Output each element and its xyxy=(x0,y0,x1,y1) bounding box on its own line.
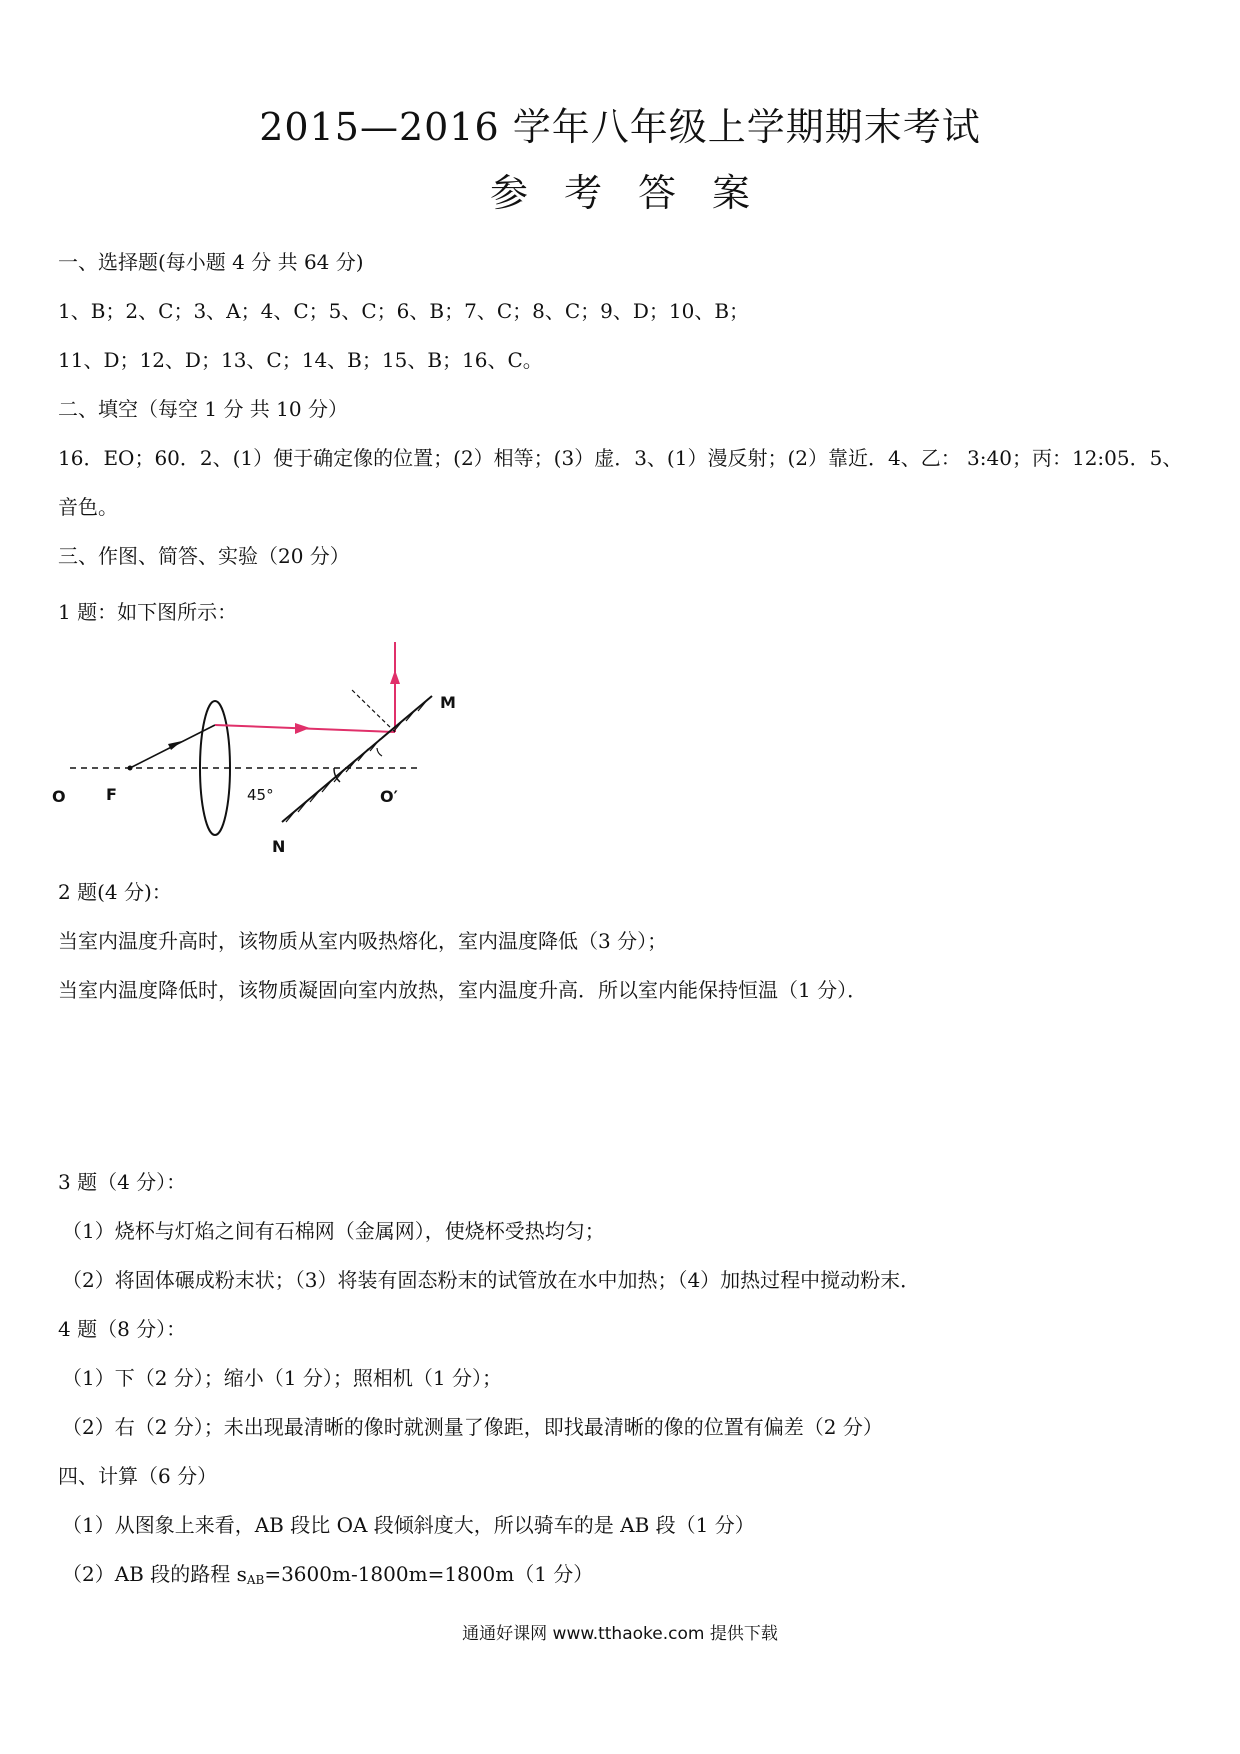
section1-heading: 一、选择题(每小题 4 分 共 64 分) xyxy=(58,250,364,274)
section4-answer-line2 xyxy=(62,1558,593,1587)
q4-answer-line2: （2）右（2 分）；未出现最清晰的像时就测量了像距，即找最清晰的像的位置有偏差（2 分） xyxy=(62,1415,883,1439)
q2-answer-line1: 当室内温度升高时，该物质从室内吸热熔化，室内温度降低（3 分）； xyxy=(58,929,668,953)
q2-heading: 2 题(4 分)： xyxy=(58,880,172,904)
page-title: 2015—2016 学年八年级上学期期末考试 xyxy=(259,105,981,149)
page-subtitle: 参考答案 xyxy=(489,171,786,215)
refracted-ray-arrow xyxy=(295,723,310,734)
section2-heading: 二、填空（每空 1 分 共 10 分） xyxy=(58,397,348,421)
q3-answer-line1: （1）烧杯与灯焰之间有石棉网（金属网），使烧杯受热均匀； xyxy=(62,1219,605,1243)
section3-heading: 三、作图、简答、实验（20 分） xyxy=(58,544,350,568)
plane-mirror xyxy=(282,696,432,822)
q3-answer-line2: （2）将固体碾成粉末状；（3）将装有固态粉末的试管放在水中加热；（4）加热过程中搅动粉末． xyxy=(62,1268,921,1292)
mirror-angle-arc xyxy=(377,748,382,756)
normal-line xyxy=(352,690,395,732)
section4-heading: 四、计算（6 分） xyxy=(58,1464,218,1488)
reflected-ray-arrow xyxy=(390,670,400,684)
q4-answer-line1: （1）下（2 分）；缩小（1 分）；照相机（1 分）； xyxy=(62,1366,502,1390)
label-N: N xyxy=(272,837,286,856)
label-O: O xyxy=(52,787,66,806)
section4-answer-line2-subscript: AB xyxy=(246,1573,265,1587)
footer-source: 通通好课网 www.tthaoke.com 提供下载 xyxy=(462,1624,778,1644)
q3-heading: 3 题（4 分）： xyxy=(58,1170,187,1194)
label-angle-45: 45° xyxy=(247,786,274,804)
incident-ray-arrow xyxy=(168,741,182,750)
section4-answer-line2-suffix: =3600m-1800m=1800m（1 分） xyxy=(264,1562,594,1586)
label-F: F xyxy=(106,785,117,804)
q2-answer-line2: 当室内温度降低时，该物质凝固向室内放热，室内温度升高．所以室内能保持恒温（1 分）． xyxy=(58,978,868,1002)
section1-answers-line2: 11、D；12、D；13、C；14、B；15、B；16、C。 xyxy=(58,348,543,372)
section1-answers-line1: 1、B；2、C；3、A；4、C；5、C；6、B；7、C；8、C；9、D；10、B； xyxy=(58,299,750,323)
section4-answer-line2-prefix: （2）AB 段的路程 s xyxy=(62,1562,247,1586)
section2-answers-line2: 音色。 xyxy=(58,495,118,519)
optics-diagram xyxy=(52,640,472,870)
section2-answers-line1: 16．EO；60．2、(1）便于确定像的位置；(2）相等；(3）虚．3、(1）漫反射；(2）靠近．4、乙： 3:40；丙：12:05．5、 xyxy=(58,446,1183,470)
section4-answer-line1: （1）从图象上来看，AB 段比 OA 段倾斜度大，所以骑车的是 AB 段（1 分） xyxy=(62,1513,755,1537)
label-O-prime: O′ xyxy=(380,787,398,806)
q1-heading: 1 题：如下图所示： xyxy=(58,600,238,624)
label-M: M xyxy=(440,693,456,712)
q4-heading: 4 题（8 分）： xyxy=(58,1317,187,1341)
